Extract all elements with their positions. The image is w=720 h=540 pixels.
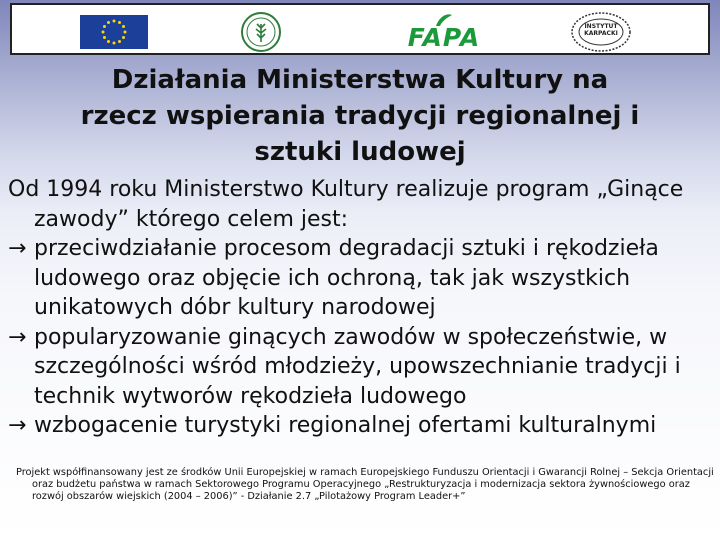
fapa-logo <box>384 13 504 51</box>
bullet-item <box>8 323 716 412</box>
eu-star <box>118 40 121 43</box>
logo-bar <box>10 3 710 55</box>
fapa-wordmark: FAPA <box>407 23 481 52</box>
arrow-icon: → <box>8 324 27 350</box>
eu-star <box>103 25 106 28</box>
funding-footnote: Projekt współfinansowany jest ze środków Unii Europejskiej w ramach Europejskiego Funduszu Orientacji i Gwarancji Rolnej – Sekcja Orientacji oraz budżetu państwa w ramach Sektorowego Programu Operacyjnego „Restrukturyzacja i modernizacja sektora żywnościowego oraz rozwój obszarów wiejskich (2004 – 2006)” - Działanie 2.7 „Pilotażowy Program Leader+” <box>16 467 714 502</box>
eu-star <box>107 21 110 24</box>
ministry-seal-logo <box>240 11 282 53</box>
eu-star <box>118 21 121 24</box>
eu-star <box>124 31 127 34</box>
title-line-1: Działania Ministerstwa Kultury na <box>111 65 609 95</box>
bullet-item <box>8 234 716 323</box>
slide-title <box>20 62 700 170</box>
intro-paragraph: Od 1994 roku Ministerstwo Kultury realizuje program „Ginące zawody” którego celem jest: <box>8 177 684 232</box>
eu-flag-logo <box>80 15 148 49</box>
eu-star <box>122 25 125 28</box>
arrow-icon: → <box>8 413 27 438</box>
eu-star <box>113 20 116 23</box>
wheat-seal-icon <box>240 11 282 53</box>
title-line-2: rzecz wspierania tradycji regionalnej i <box>80 101 640 131</box>
eu-star <box>122 36 125 39</box>
eu-star <box>103 36 106 39</box>
bullet-item <box>8 411 716 441</box>
eu-star <box>102 31 105 34</box>
institute-seal-logo <box>570 11 632 53</box>
title-line-3: sztuki ludowej <box>254 137 466 167</box>
slide-content <box>8 175 716 441</box>
bullet-text: popularyzowanie ginących zawodów w społeczeństwie, w szczególności wśród młodzieży, upowszechnianie tradycji i technik wytworów rękodzieła ludowego <box>34 324 681 409</box>
eu-star <box>113 42 116 45</box>
bullet-text: wzbogacenie turystyki regionalnej ofertami kulturalnymi <box>34 413 657 438</box>
eu-star <box>107 40 110 43</box>
bullet-text: przeciwdziałanie procesom degradacji sztuki i rękodzieła ludowego oraz objęcie ich ochroną, tak jak wszystkich unikatowych dóbr kultury narodowej <box>34 236 659 320</box>
arrow-icon: → <box>8 236 27 261</box>
eu-stars-icon <box>80 15 148 49</box>
institute-seal-text: INSTYTUT KARPACKI <box>584 23 618 37</box>
